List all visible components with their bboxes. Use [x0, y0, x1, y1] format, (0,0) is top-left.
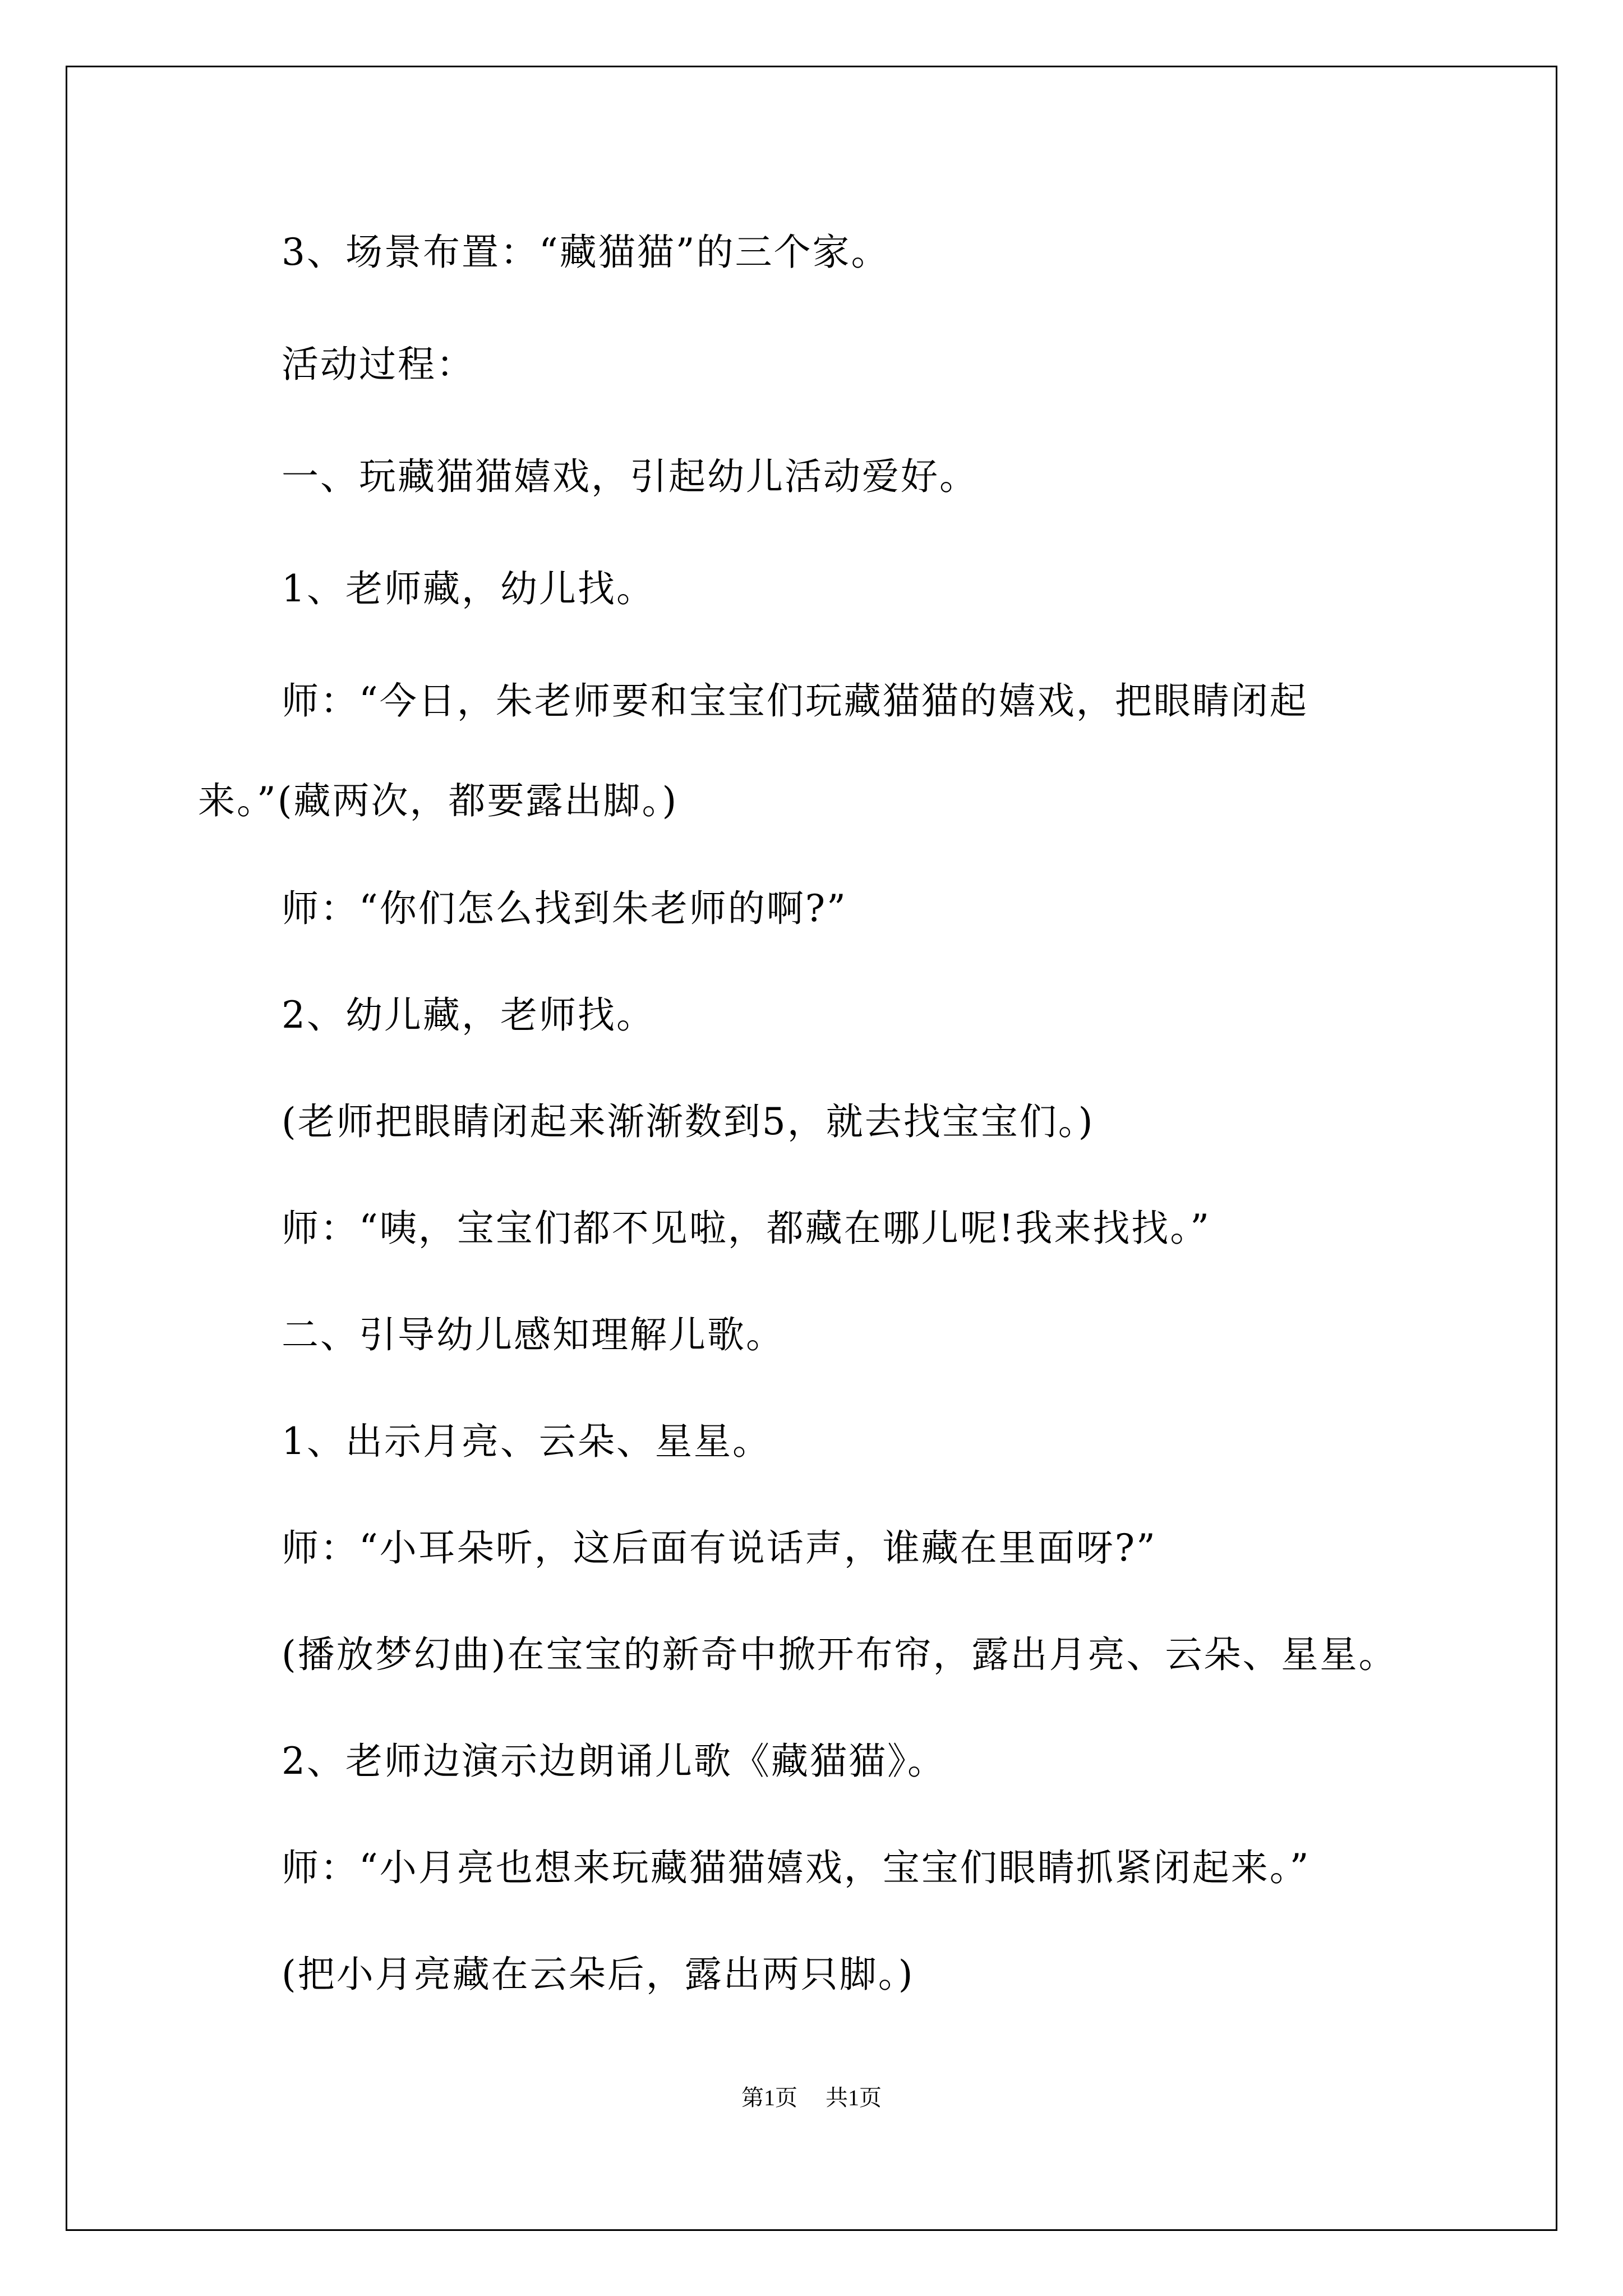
text-line-step-1-2: 2、幼儿藏，老师找。 — [282, 993, 655, 1037]
text-line-music-note: (播放梦幻曲)在宝宝的新奇中掀开布帘，露出月亮、云朵、星星。 — [282, 1633, 1398, 1676]
page-footer — [67, 2085, 1556, 2111]
page-number: 第1页 — [741, 2085, 797, 2110]
text-line-teacher-quote-4: 师：“小耳朵听，这后面有说话声，谁藏在里面呀?” — [282, 1526, 1157, 1570]
text-line-teacher-quote-1-cont: 来。”(藏两次，都要露出脚。) — [198, 779, 679, 822]
text-line-scene-setup: 3、场景布置：“藏猫猫”的三个家。 — [282, 231, 890, 274]
text-line-section-one: 一、玩藏猫猫嬉戏，引起幼儿活动爱好。 — [282, 455, 978, 498]
text-line-step-2-1: 1、出示月亮、云朵、星星。 — [282, 1420, 771, 1463]
text-line-moon-note: (把小月亮藏在云朵后，露出两只脚。) — [282, 1953, 915, 1996]
document-body — [67, 67, 1556, 2229]
text-line-step-1-1: 1、老师藏，幼儿找。 — [282, 567, 655, 610]
text-line-activity-process: 活动过程： — [282, 343, 475, 386]
text-line-step-2-2: 2、老师边演示边朗诵儿歌《藏猫猫》。 — [282, 1740, 946, 1783]
page-total: 共1页 — [826, 2085, 882, 2110]
text-line-teacher-quote-3: 师：“咦，宝宝们都不见啦，都藏在哪儿呢!我来找找。” — [282, 1207, 1211, 1250]
text-line-counting-note: (老师把眼睛闭起来渐渐数到5，就去找宝宝们。) — [282, 1100, 1095, 1143]
page-frame — [66, 66, 1557, 2231]
text-line-teacher-quote-1: 师：“今日，朱老师要和宝宝们玩藏猫猫的嬉戏，把眼睛闭起 — [282, 679, 1308, 723]
text-line-teacher-quote-5: 师：“小月亮也想来玩藏猫猫嬉戏，宝宝们眼睛抓紧闭起来。” — [282, 1846, 1311, 1889]
text-line-teacher-quote-2: 师：“你们怎么找到朱老师的啊?” — [282, 887, 847, 930]
text-line-section-two: 二、引导幼儿感知理解儿歌。 — [282, 1313, 785, 1356]
